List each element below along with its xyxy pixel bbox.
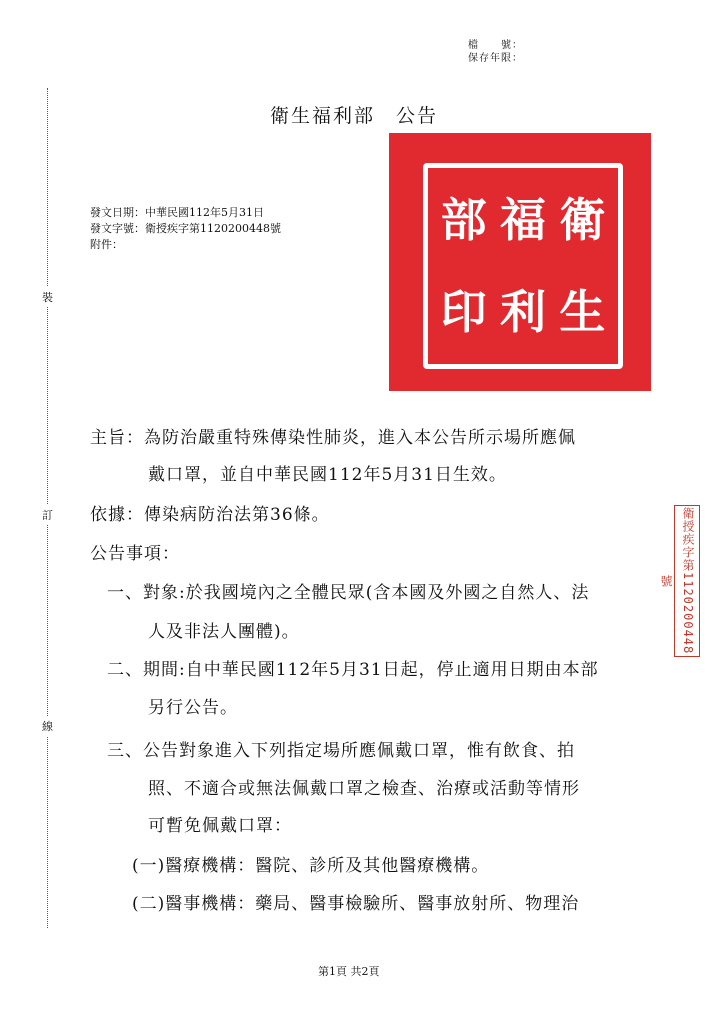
sub-item-1: (一)醫療機構：醫院、診所及其他醫療機構。 [132,856,490,876]
document-title: 衛生福利部 公告 [270,105,439,127]
issue-date: 發文日期：中華民國112年5月31日 [90,206,264,219]
seal-char: 印 [440,285,487,339]
item-3-line-1: 三、公告對象進入下列指定場所應佩戴口罩，惟有飲食、拍 [107,741,575,761]
document-number-stamp: 衛授疾字第1120200448號 [674,505,700,657]
seal-border [423,163,623,369]
basis-line: 依據：傳染病防治法第36條。 [90,505,330,525]
item-1-line-1: 一、對象:於我國境內之全體民眾(含本國及外國之自然人、法 [107,583,590,603]
sub-item-2: (二)醫事機構：藥局、醫事檢驗所、醫事放射所、物理治 [132,894,580,914]
attachment-label: 附件： [90,238,123,251]
seal-characters [434,174,612,358]
subject-line-2: 戴口罩，並自中華民國112年5月31日生效。 [148,465,507,485]
binding-mark-zhuang: 裝 [42,287,53,307]
item-2-line-2: 另行公告。 [148,698,238,718]
seal-char: 利 [499,285,546,339]
official-seal [389,133,651,391]
seal-char: 衛 [559,193,606,247]
retention-period-label: 保存年限： [468,53,523,64]
page-number: 第1頁 共2頁 [318,965,380,978]
binding-mark-xian: 線 [42,716,53,736]
file-number-label: 檔 號： [468,40,523,51]
document-number: 發文字號：衛授疾字第1120200448號 [90,222,281,235]
seal-char: 福 [499,193,546,247]
item-2-line-1: 二、期間:自中華民國112年5月31日起，停止適用日期由本部 [107,660,599,680]
seal-char: 生 [559,285,606,339]
announcement-heading: 公告事項： [90,544,180,564]
item-3-line-3: 可暫免佩戴口罩： [148,816,292,836]
binding-mark-ding: 訂 [42,505,53,525]
item-1-line-2: 人及非法人團體)。 [148,622,300,642]
seal-char: 部 [440,193,487,247]
item-3-line-2: 照、不適合或無法佩戴口罩之檢查、治療或活動等情形 [148,779,580,799]
subject-line-1: 主旨：為防治嚴重特殊傳染性肺炎，進入本公告所示場所應佩 [90,428,576,448]
